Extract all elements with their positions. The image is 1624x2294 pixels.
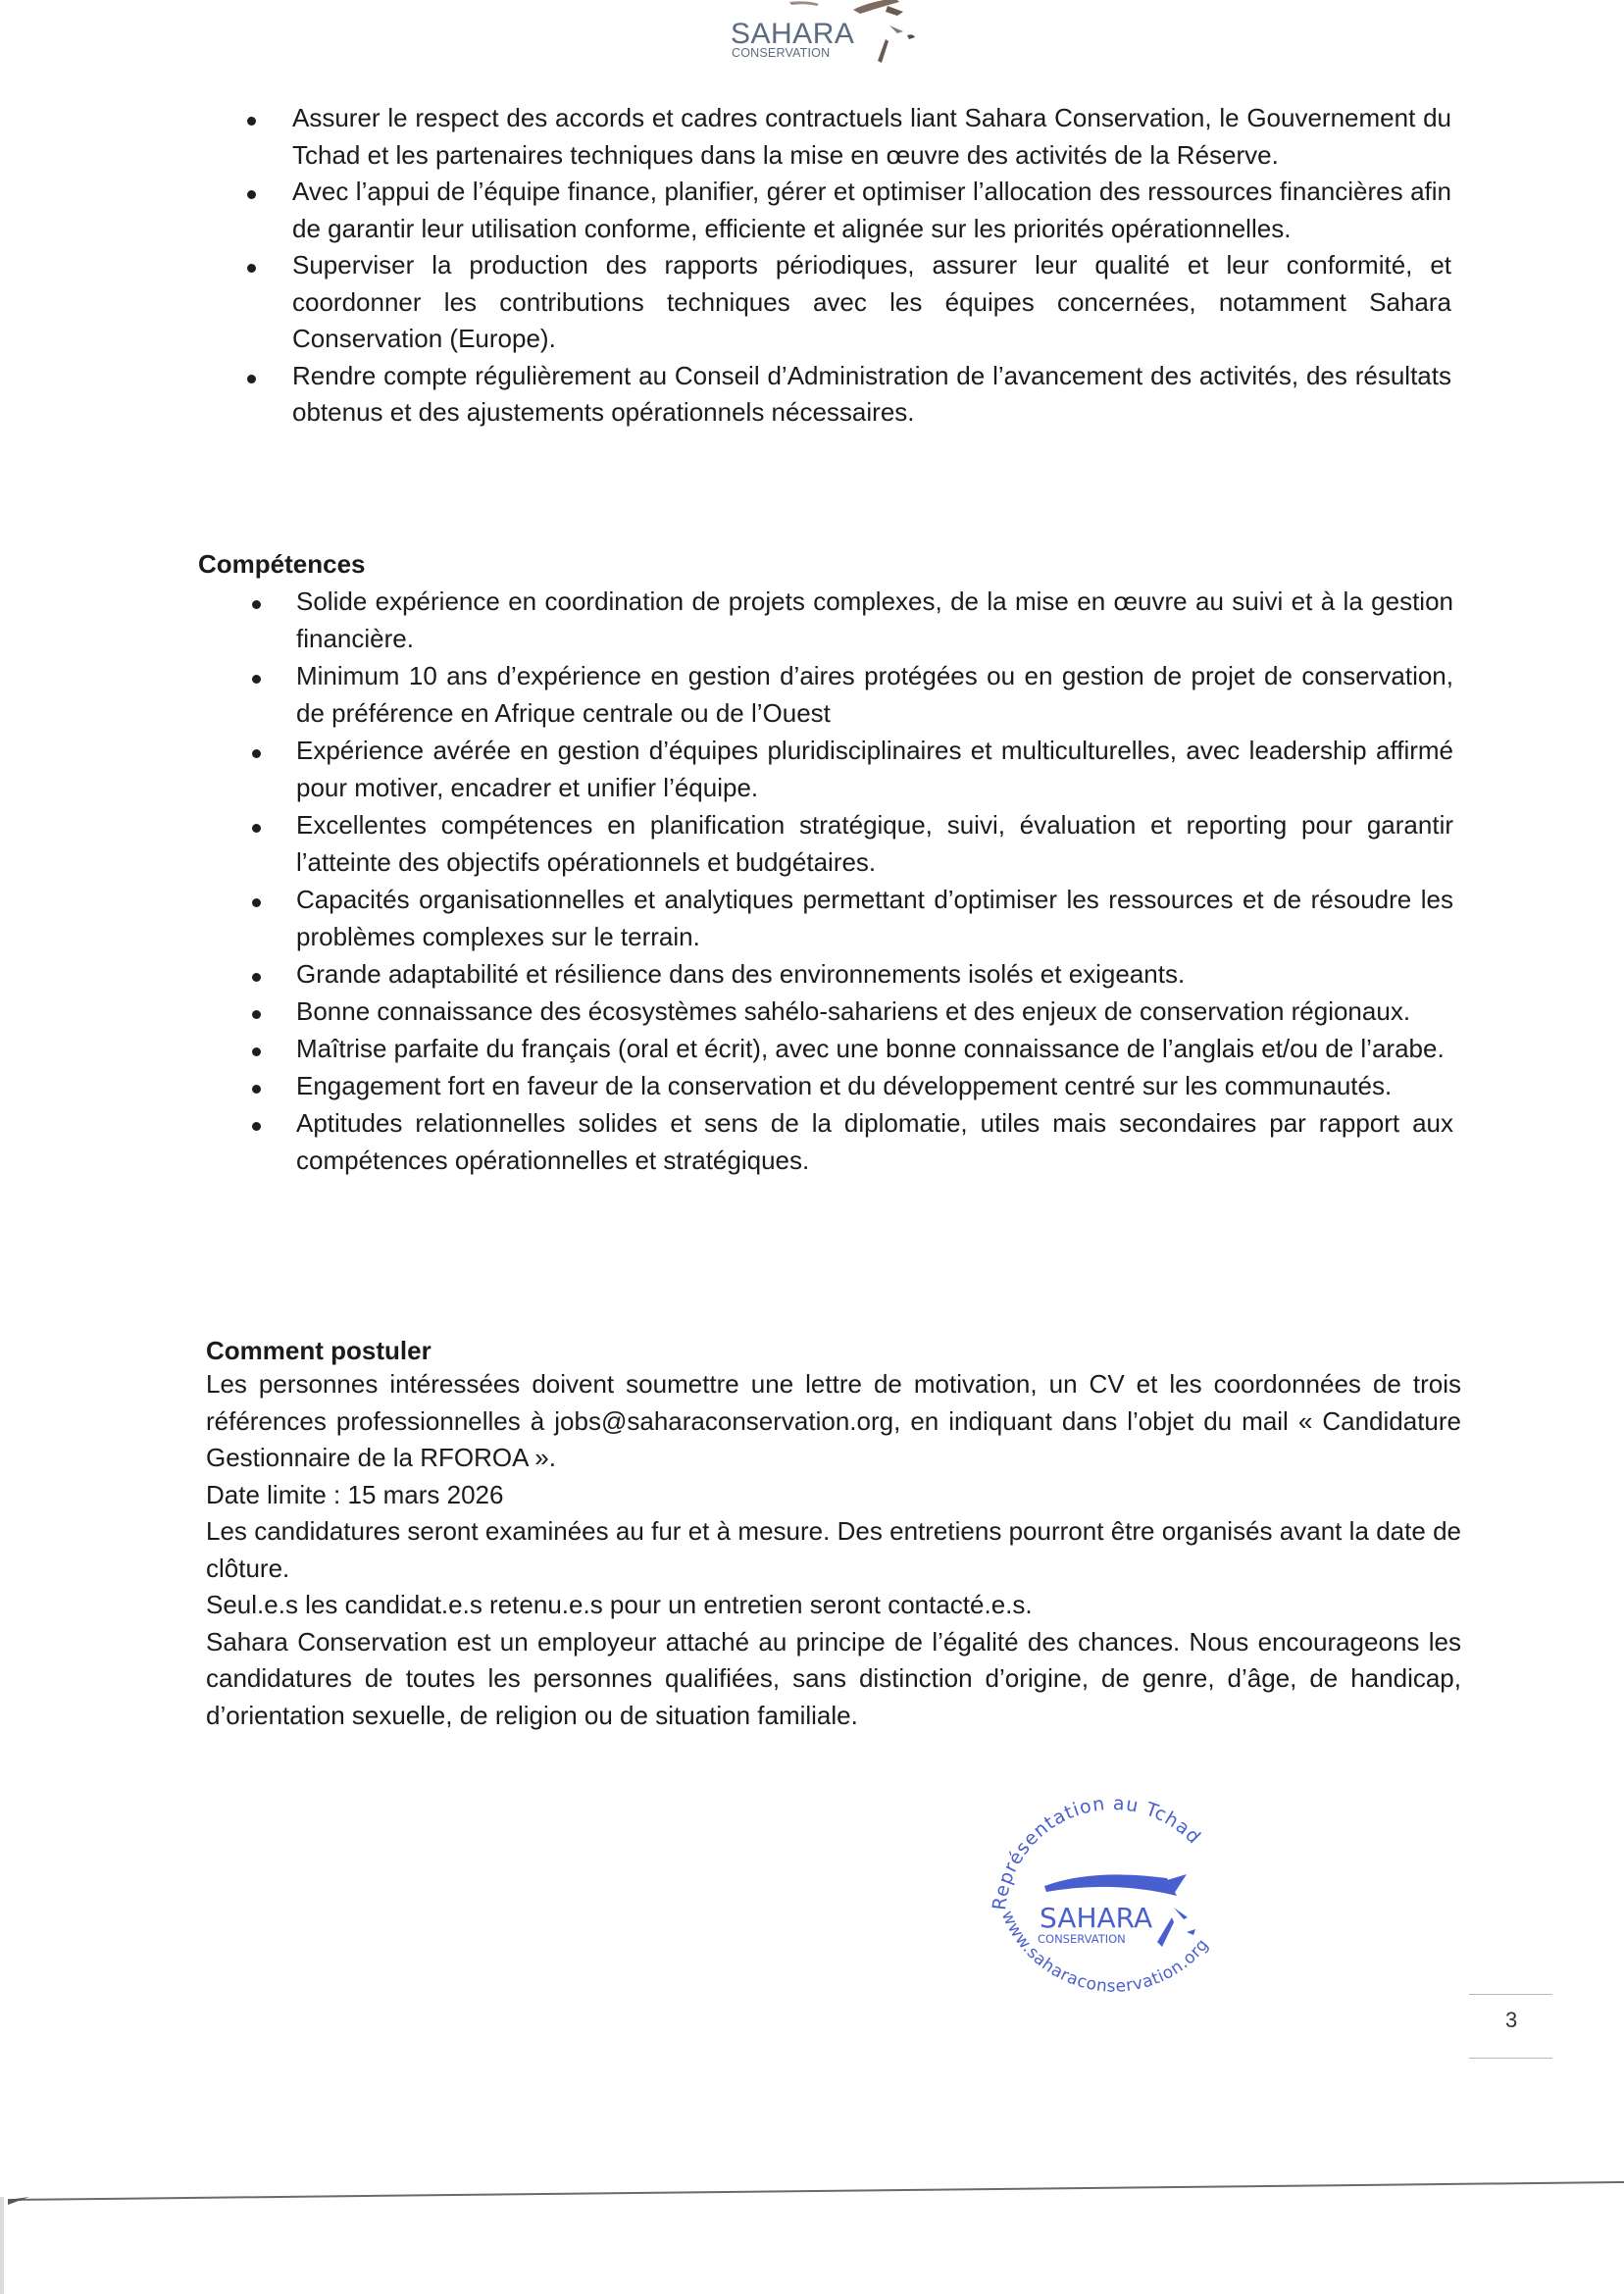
list-item: Rendre compte régulièrement au Conseil d’Administration de l’avancement des activités, des résultats obtenus et des ajustements opérationnels nécessaires. bbox=[0, 358, 1624, 432]
list-item: Maîtrise parfaite du français (oral et écrit), avec une bonne connaissance de l’anglais et/ou de l’arabe. bbox=[0, 1030, 1624, 1067]
logo-wordmark: SAHARA bbox=[731, 18, 855, 50]
list-item: Engagement fort en faveur de la conservation et du développement centré sur les communautés. bbox=[0, 1067, 1624, 1104]
list-item: Assurer le respect des accords et cadres contractuels liant Sahara Conservation, le Gouvernement du Tchad et les partenaires techniques dans la mise en œuvre des activités de la Réserve. bbox=[0, 100, 1624, 174]
list-item: Solide expérience en coordination de projets complexes, de la mise en œuvre au suivi et à la gestion financière. bbox=[0, 583, 1624, 657]
list-item: Grande adaptabilité et résilience dans des environnements isolés et exigeants. bbox=[0, 955, 1624, 993]
list-item: Superviser la production des rapports périodiques, assurer leur qualité et leur conformité, et coordonner les contributions techniques avec les équipes concernées, notamment Sahara Conservation (Europe). bbox=[0, 247, 1624, 358]
section-heading-apply: Comment postuler bbox=[206, 1336, 431, 1365]
stamp-subtitle: CONSERVATION bbox=[1038, 1932, 1126, 1946]
list-item: Minimum 10 ans d’expérience en gestion d’aires protégées ou en gestion de projet de conservation, de préférence en Afrique centrale ou de l’Ouest bbox=[0, 657, 1624, 732]
page-number: 3 bbox=[1505, 2008, 1518, 2032]
apply-paragraph: Seul.e.s les candidat.e.s retenu.e.s pour un entretien seront contacté.e.s. bbox=[206, 1590, 1033, 1619]
equal-opportunity-statement: Sahara Conservation est un employeur attaché au principe de l’égalité des chances. Nous encourageons les candidatures de toutes les personnes qualifiées, sans distinction d’origine, de genre, d’âge, de handicap, d’orientation sexuelle, de religion ou de situation familiale. bbox=[206, 1626, 1461, 1730]
list-item: Expérience avérée en gestion d’équipes pluridisciplinaires et multiculturelles, avec leadership affirmé pour motiver, encadrer et unifier l’équipe. bbox=[0, 732, 1624, 806]
logo-subtitle: CONSERVATION bbox=[732, 46, 831, 60]
apply-paragraph: Les candidatures seront examinées au fur et à mesure. Des entretiens pourront être organisés avant la date de clôture. bbox=[206, 1516, 1461, 1583]
list-item: Avec l’appui de l’équipe finance, planifier, gérer et optimiser l’allocation des ressources financières afin de garantir leur utilisation conforme, efficiente et alignée sur les priorités opérationnelles. bbox=[0, 174, 1624, 247]
list-item: Capacités organisationnelles et analytiques permettant d’optimiser les ressources et de résoudre les problèmes complexes sur le terrain. bbox=[0, 881, 1624, 955]
section-heading-competences: Compétences bbox=[198, 549, 366, 579]
list-item: Excellentes compétences en planification stratégique, suivi, évaluation et reporting pour garantir l’atteinte des objectifs opérationnels et budgétaires. bbox=[0, 806, 1624, 881]
stamp-wordmark: SAHARA bbox=[1040, 1902, 1153, 1934]
stamp-bottom-arc: www.saharaconservation.org bbox=[996, 1908, 1213, 1997]
apply-paragraph: Les personnes intéressées doivent soumettre une lettre de motivation, un CV et les coordonnées de trois références professionnelles à jobs@saharaconservation.org, en indiquant dans l’objet du mail « Candidature Gestionnaire de la RFOROA ». bbox=[206, 1369, 1461, 1472]
deadline: Date limite : 15 mars 2026 bbox=[206, 1479, 504, 1509]
stamp-top-arc: Représentation au Tchad bbox=[989, 1792, 1205, 1912]
list-item: Aptitudes relationnelles solides et sens de la diplomatie, utiles mais secondaires par rapport aux compétences opérationnelles et stratégiques. bbox=[0, 1104, 1624, 1179]
list-item: Bonne connaissance des écosystèmes sahélo-sahariens et des enjeux de conservation régionaux. bbox=[0, 993, 1624, 1030]
